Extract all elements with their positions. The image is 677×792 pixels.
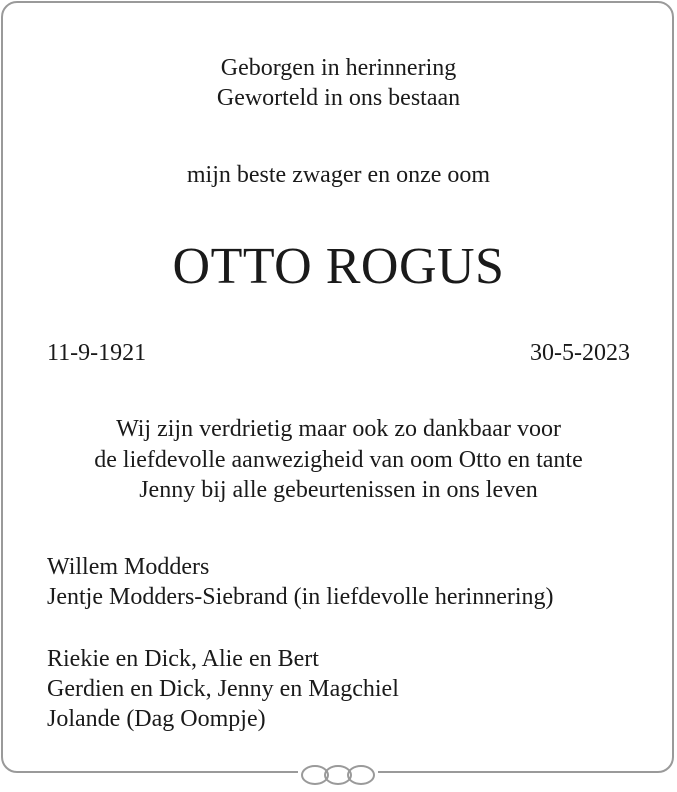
relation-text: mijn beste zwager en onze oom <box>186 162 491 188</box>
death-date: 30-5-2023 <box>530 340 630 366</box>
message-line-3: Jenny bij alle gebeurtenissen in ons leven <box>139 477 538 503</box>
deceased-name: OTTO ROGUS <box>172 238 505 295</box>
intro-line-1: Geborgen in herinnering <box>220 55 457 81</box>
birth-date: 11-9-1921 <box>47 340 147 366</box>
intro-line-2: Geworteld in ons bestaan <box>216 85 461 111</box>
triple-ring-ornament-icon <box>298 763 378 787</box>
signatory-line: Willem Modders <box>47 554 210 580</box>
message-line-1: Wij zijn verdrietig maar ook zo dankbaar voor <box>116 416 561 442</box>
message-line-2: de liefdevolle aanwezigheid van oom Otto en tante <box>94 447 583 473</box>
signatory-line: Riekie en Dick, Alie en Bert <box>47 646 319 672</box>
signatory-line: Gerdien en Dick, Jenny en Magchiel <box>47 676 399 702</box>
signatory-line: Jentje Modders-Siebrand (in liefdevolle herinnering) <box>47 584 554 610</box>
signatory-line: Jolande (Dag Oompje) <box>47 706 266 732</box>
